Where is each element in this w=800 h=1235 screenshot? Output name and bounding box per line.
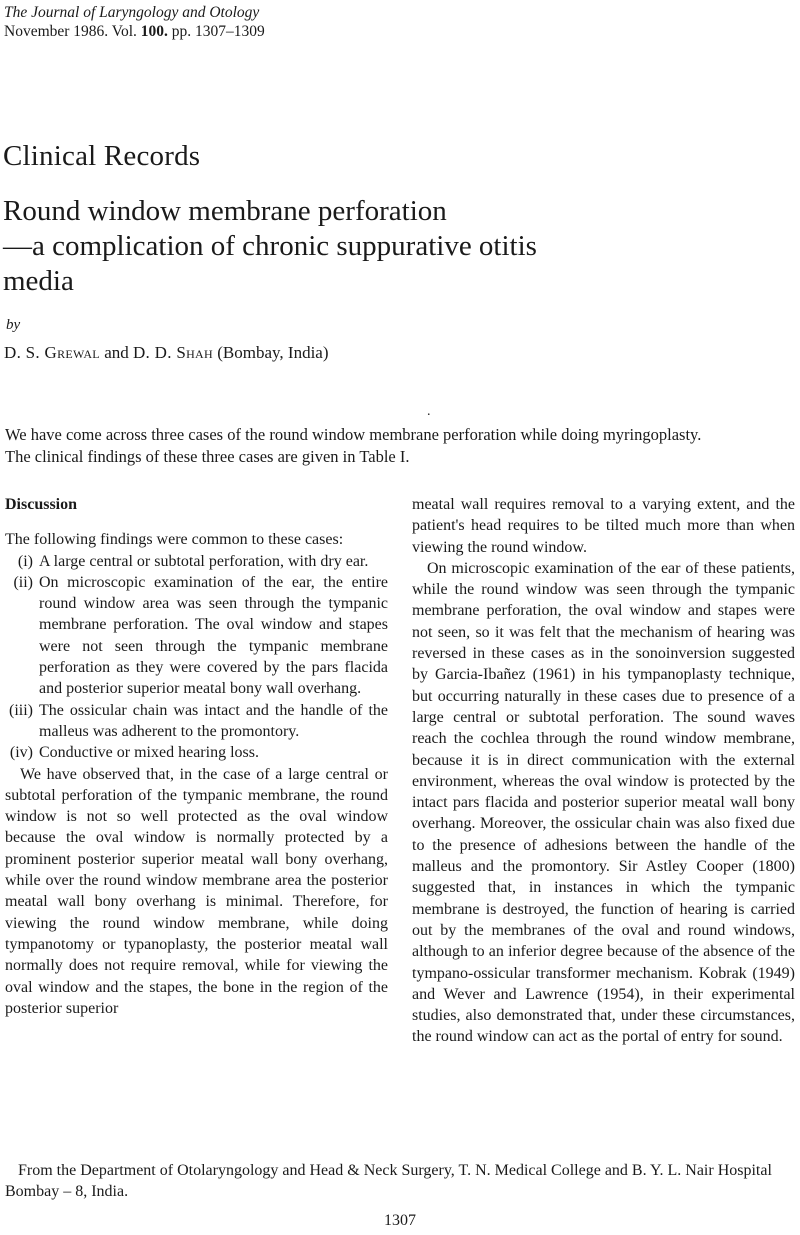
finding-item-3 <box>5 700 388 743</box>
finding-text-4: Conductive or mixed hearing loss. <box>39 744 259 762</box>
issue-date: November 1986. Vol. <box>4 23 141 40</box>
section-heading: Clinical Records <box>3 140 201 172</box>
left-column <box>5 494 388 1048</box>
volume-number: 100. <box>140 23 168 40</box>
page-number: 1307 <box>384 1212 416 1229</box>
byline-by-label: by <box>6 317 21 333</box>
author-affiliation: (Bombay, India) <box>213 343 329 362</box>
abstract-paragraph: We have come across three cases of the round window membrane perforation while doing myringoplasty. The clinical findings of these three cases are given in Table I. <box>5 425 702 466</box>
finding-marker-3: (iii) <box>9 701 33 719</box>
issue-pages: pp. 1307–1309 <box>167 23 265 40</box>
stray-print-mark: . <box>427 404 431 419</box>
finding-marker-4: (iv) <box>9 744 33 762</box>
article-title <box>3 194 537 299</box>
discussion-paragraph-2: On microscopic examination of the ear of these patients, while the round window was seen through the tympanic membrane perforation, the oval window and stapes were not seen, so it was felt that the mechanism of hearing was reversed in these cases as in the sonoinversion suggested by Garcia-Ibañez (1961) in his tympanoplasty technique, but occurring naturally in these cases due to presence of a large central or subtotal perforation. The sound waves reach the cochlea through the round window membrane, because it is in direct communication with the external environment, whereas the oval window is protected by the intact pars flacida and posterior superior meatal wall bony overhang. Moreover, the ossicular chain was also fixed due to the presence of adhesions between the handle of the malleus and the promontory. Sir Astley Cooper (1800) suggested that, in instances in which the tympanic membrane is destroyed, the function of hearing is carried out by the membranes of the oval and round windows, although to an inferior degree because of the absence of the tympano-ossicular transformer mechanism. Kobrak (1949) and Wever and Lawrence (1954), in their experimental studies, also demonstrated that, under these circumstances, the round window can act as the portal of entry for sound. <box>412 559 795 1046</box>
issue-line <box>4 22 265 41</box>
article-title-line-2: —a complication of chronic suppurative otitis <box>3 230 537 262</box>
finding-text-2: On microscopic examination of the ear, the entire round window area was seen through the tympanic membrane perforation. The oval window and stapes were not seen through the tympanic membrane perforation as they were covered by the pars flacida and posterior superior meatal bony wall overhang. <box>39 573 388 698</box>
discussion-intro: The following findings were common to these cases: <box>5 531 344 549</box>
discussion-paragraph-1: We have observed that, in the case of a large central or subtotal perforation of the tympanic membrane, the round window is not so well protected as the oval window because the oval window is normally protected by a prominent posterior superior meatal wall bony overhang, while over the round window membrane area the posterior meatal wall bony overhang is minimal. Therefore, for viewing the round window membrane, while doing tympanotomy or typanoplasty, the posterior meatal wall normally does not require removal, while for viewing the oval window and the stapes, the bone in the region of the posterior superior <box>5 765 388 1017</box>
article-title-line-3: media <box>3 265 74 297</box>
author-2: D. D. Shah <box>132 343 213 362</box>
journal-masthead <box>4 3 265 41</box>
discussion-heading: Discussion <box>5 496 78 513</box>
two-column-body <box>5 494 795 1048</box>
author-1: D. S. Grewal <box>4 343 100 362</box>
discussion-paragraph-1-continued: meatal wall requires removal to a varying extent, and the patient's head requires to be tilted much more than when viewing the round window. <box>412 496 795 556</box>
right-column <box>412 494 795 1048</box>
author-line <box>4 343 329 363</box>
finding-marker-1: (i) <box>17 552 33 570</box>
article-title-line-1: Round window membrane perforation <box>3 195 447 227</box>
author-connector: and <box>99 343 133 362</box>
finding-item-2 <box>5 572 388 700</box>
journal-title: The Journal of Laryngology and Otology <box>4 4 260 21</box>
finding-text-3: The ossicular chain was intact and the handle of the malleus was adherent to the promontory. <box>39 701 388 740</box>
finding-text-1: A large central or subtotal perforation, with dry ear. <box>39 552 369 570</box>
finding-item-1 <box>5 551 388 572</box>
finding-item-4 <box>5 742 388 763</box>
affiliation-footnote: From the Department of Otolaryngology and Head & Neck Surgery, T. N. Medical College and B. Y. L. Nair Hospital Bombay – 8, India. <box>5 1162 772 1200</box>
finding-marker-2: (ii) <box>13 573 33 591</box>
